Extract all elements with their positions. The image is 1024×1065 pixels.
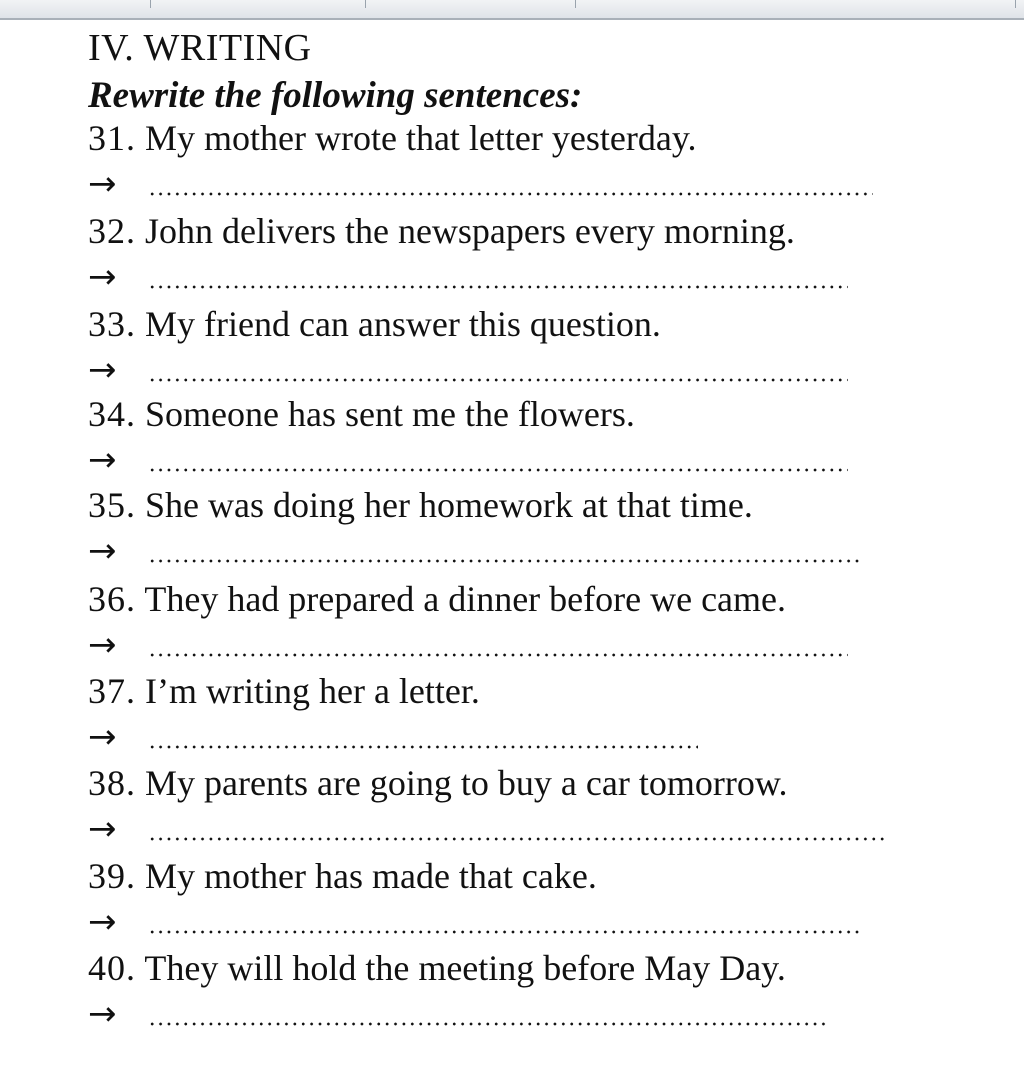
exercise-item (88, 116, 988, 208)
exercise-item (88, 302, 988, 394)
dotted-blank[interactable] (148, 1022, 828, 1026)
dotted-blank[interactable] (148, 930, 860, 934)
item-number: 33. (88, 304, 136, 344)
sentence-text: My parents are going to buy a car tomorrow. (145, 763, 788, 803)
exercise-item (88, 483, 988, 575)
ruler-strip (0, 0, 1024, 20)
item-number: 31. (88, 118, 136, 158)
answer-line[interactable] (88, 900, 988, 944)
answer-line[interactable] (88, 438, 988, 482)
item-number: 40. (88, 948, 136, 988)
arrow-icon: → (88, 625, 117, 665)
ruler-tick (365, 0, 366, 8)
exercise-item (88, 577, 988, 669)
item-number: 36. (88, 579, 136, 619)
answer-line[interactable] (88, 348, 988, 392)
sentence-text: She was doing her homework at that time. (145, 485, 753, 525)
dotted-blank[interactable] (148, 559, 860, 563)
arrow-icon: → (88, 994, 117, 1034)
sentence-text: I’m writing her a letter. (145, 671, 480, 711)
dotted-blank[interactable] (148, 745, 698, 749)
exercise-item (88, 854, 988, 946)
arrow-icon: → (88, 350, 117, 390)
sentence-text: My mother wrote that letter yesterday. (145, 118, 697, 158)
sentence (88, 577, 786, 621)
item-number: 39. (88, 856, 136, 896)
arrow-icon: → (88, 531, 117, 571)
document-page (0, 20, 1024, 1065)
answer-line[interactable] (88, 255, 988, 299)
arrow-icon: → (88, 809, 117, 849)
item-number: 32. (88, 211, 136, 251)
exercise-item (88, 669, 988, 761)
answer-line[interactable] (88, 623, 988, 667)
sentence-text: My friend can answer this question. (145, 304, 661, 344)
instruction-text: Rewrite the following sentences: (88, 75, 583, 116)
sentence (88, 116, 696, 160)
sentence (88, 392, 635, 436)
arrow-icon: → (88, 257, 117, 297)
arrow-icon: → (88, 164, 117, 204)
arrow-icon: → (88, 440, 117, 480)
dotted-blank[interactable] (148, 468, 848, 472)
answer-line[interactable] (88, 715, 988, 759)
sentence (88, 669, 480, 713)
ruler-tick (1015, 0, 1016, 8)
answer-line[interactable] (88, 529, 988, 573)
arrow-icon: → (88, 902, 117, 942)
dotted-blank[interactable] (148, 378, 848, 382)
item-number: 38. (88, 763, 136, 803)
dotted-blank[interactable] (148, 653, 848, 657)
sentence (88, 946, 786, 990)
answer-line[interactable] (88, 807, 988, 851)
answer-line[interactable] (88, 162, 988, 206)
answer-line[interactable] (88, 992, 988, 1036)
sentence-text: Someone has sent me the flowers. (145, 394, 635, 434)
arrow-icon: → (88, 717, 117, 757)
sentence (88, 854, 597, 898)
sentence (88, 209, 795, 253)
item-number: 37. (88, 671, 136, 711)
sentence-text: John delivers the newspapers every morning. (145, 211, 795, 251)
item-number: 34. (88, 394, 136, 434)
ruler-tick (575, 0, 576, 8)
exercise-item (88, 946, 988, 1038)
dotted-blank[interactable] (148, 192, 873, 196)
exercise-item (88, 392, 988, 484)
dotted-blank[interactable] (148, 285, 848, 289)
sentence (88, 761, 787, 805)
section-heading: IV. WRITING (88, 27, 312, 69)
item-number: 35. (88, 485, 136, 525)
sentence (88, 483, 753, 527)
ruler-tick (150, 0, 151, 8)
sentence-text: They had prepared a dinner before we came. (144, 579, 787, 619)
sentence (88, 302, 661, 346)
dotted-blank[interactable] (148, 837, 888, 841)
sentence-text: They will hold the meeting before May Day. (144, 948, 786, 988)
exercise-item (88, 761, 988, 853)
sentence-text: My mother has made that cake. (145, 856, 597, 896)
exercise-item (88, 209, 988, 301)
